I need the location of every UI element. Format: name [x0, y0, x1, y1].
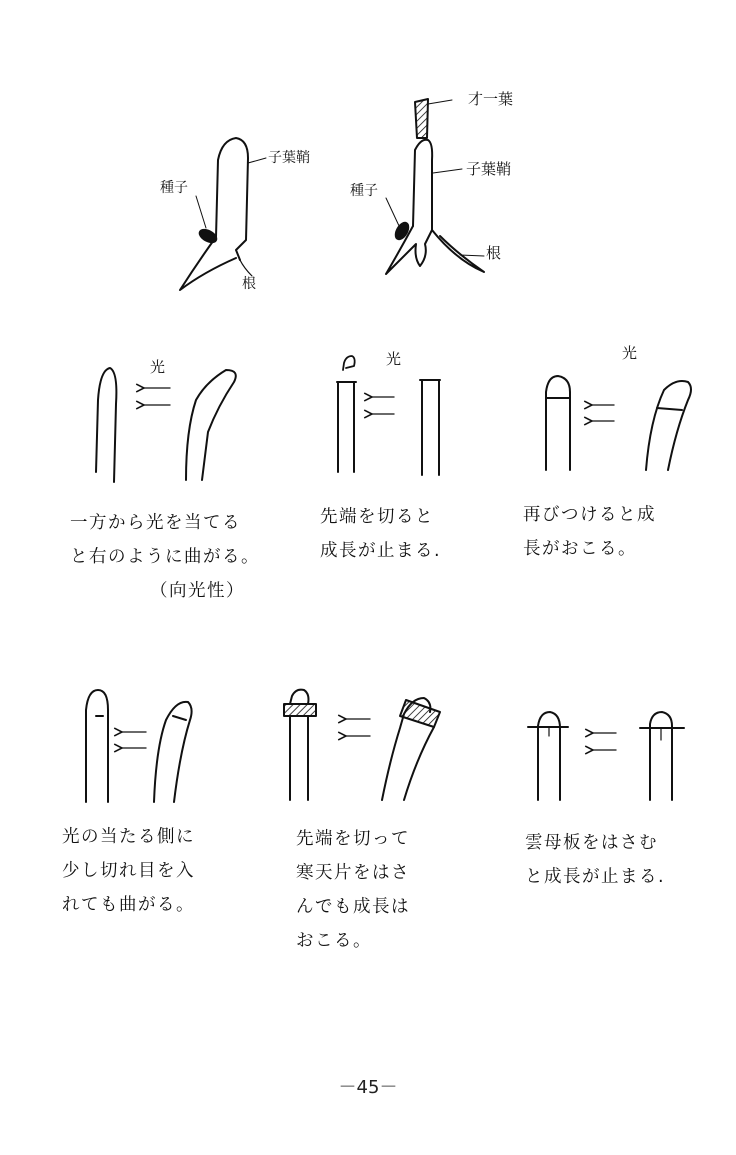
first-leaf-shape [415, 99, 428, 138]
caption-line: 先端を切ると [320, 507, 434, 527]
label-root-left: 根 [242, 276, 256, 292]
caption-line: おこる。 [296, 931, 372, 951]
agar-block-shape [284, 704, 316, 716]
caption-exp6 [525, 826, 665, 894]
light-label-exp1: 光 [150, 358, 166, 376]
caption-line: 一方から光を当てる [70, 513, 241, 533]
seed-shape [393, 221, 411, 242]
caption-line: と右のように曲がる。 [70, 547, 260, 567]
exp2-diagram [337, 356, 440, 475]
caption-line: 先端を切って [296, 829, 410, 849]
page-number: －45－ [338, 1077, 398, 1098]
light-label-exp2: 光 [386, 350, 402, 368]
exp3-diagram [546, 376, 691, 470]
caption-exp1 [70, 506, 260, 608]
label-root-right: 根 [486, 244, 502, 262]
caption-exp3 [523, 498, 656, 566]
label-seed-right: 種子 [350, 183, 378, 199]
caption-line: 長がおこる。 [523, 539, 637, 559]
label-seed-left: 種子 [160, 180, 188, 196]
exp5-diagram [284, 690, 440, 800]
cut-tip-shape [343, 356, 355, 370]
caption-line: 成長が止まる. [320, 541, 442, 561]
caption-line: 少し切れ目を入 [62, 861, 195, 881]
caption-line: 光の当たる側に [62, 827, 195, 847]
caption-line: れても曲がる。 [62, 895, 195, 915]
agar-block-shape [400, 700, 440, 727]
label-coleoptile-right: 子葉鞘 [466, 160, 512, 178]
right-seedling [386, 99, 484, 274]
caption-line: 寒天片をはさ [296, 863, 410, 883]
caption-line: と成長が止まる. [525, 867, 666, 887]
label-coleoptile-left: 子葉鞘 [268, 150, 310, 166]
caption-line: （向光性） [150, 581, 245, 601]
label-first-leaf: 才一葉 [468, 90, 514, 108]
caption-line: んでも成長は [296, 897, 410, 917]
left-seedling [180, 138, 266, 290]
caption-exp4 [62, 820, 195, 922]
exp1-diagram [96, 368, 236, 482]
caption-exp2 [320, 500, 441, 568]
caption-line: 雲母板をはさむ [525, 833, 658, 853]
exp4-diagram [86, 690, 192, 802]
exp6-diagram [528, 712, 684, 800]
light-label-exp3: 光 [622, 344, 638, 362]
caption-line: 再びつけると成 [523, 505, 656, 525]
caption-exp5 [296, 822, 410, 958]
